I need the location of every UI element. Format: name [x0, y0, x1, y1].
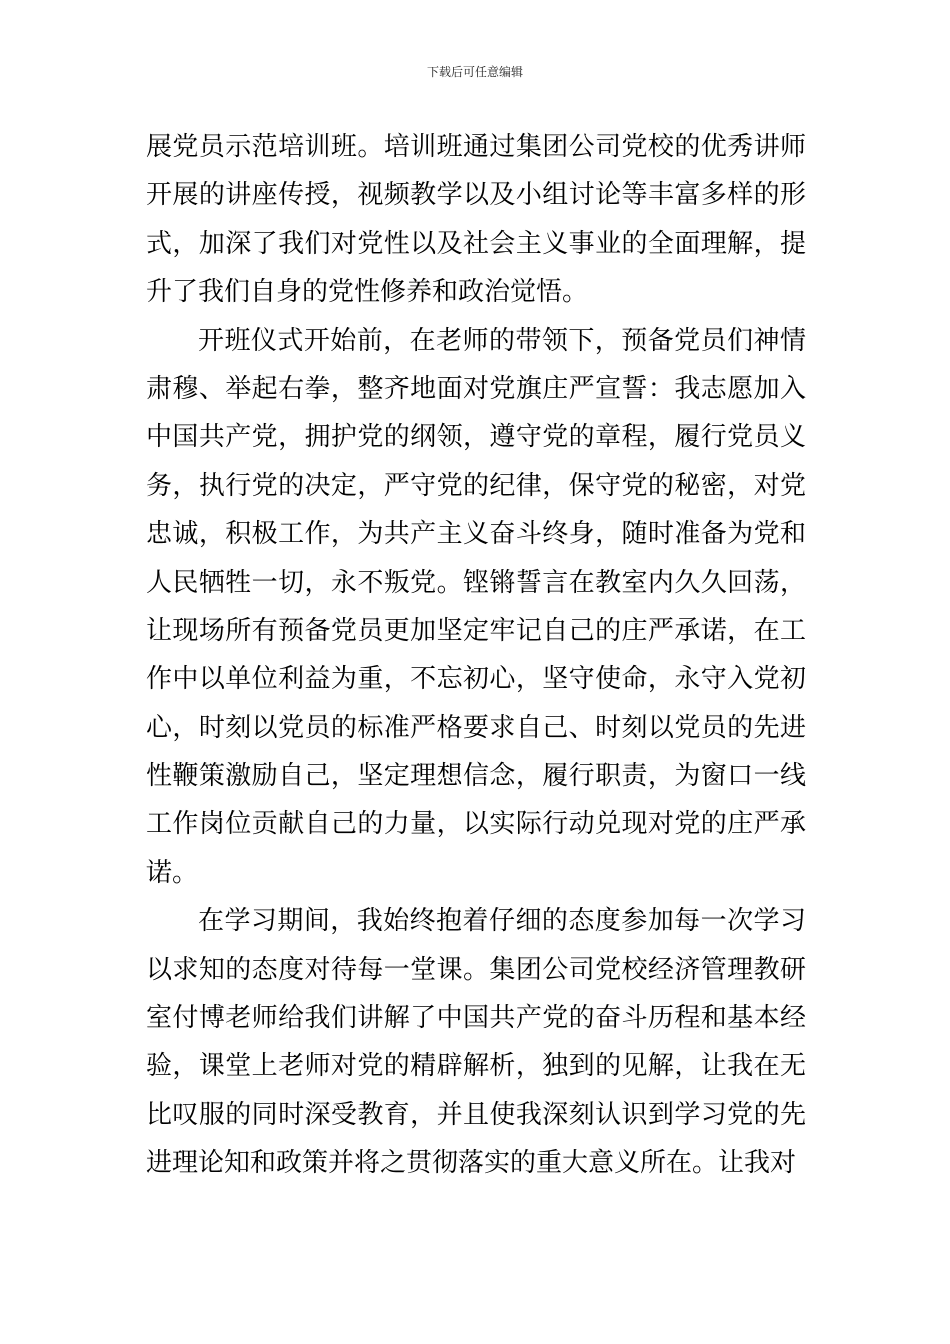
text-line: 升了我们自身的党性修养和政治觉悟。	[146, 277, 589, 308]
text-line: 诺。	[146, 857, 199, 888]
text-line: 心，时刻以党员的标准严格要求自己、时刻以党员的先进	[146, 712, 806, 743]
paragraph	[146, 897, 806, 1187]
text-line: 在学习期间，我始终抱着仔细的态度参加每一次学习	[198, 906, 806, 937]
page-header: 下载后可任意编辑	[426, 65, 523, 79]
text-line: 开展的讲座传授，视频教学以及小组讨论等丰富多样的形	[146, 180, 806, 211]
text-line: 忠诚，积极工作，为共产主义奋斗终身，随时准备为党和	[146, 519, 806, 550]
text-line: 比叹服的同时深受教育，并且使我深刻认识到学习党的先	[146, 1099, 806, 1130]
document-body	[146, 123, 806, 1188]
text-line: 进理论知和政策并将之贯彻落实的重大意义所在。让我对	[146, 1148, 797, 1179]
text-line: 以求知的态度对待每一堂课。集团公司党校经济管理教研	[146, 954, 806, 985]
text-line: 开班仪式开始前，在老师的带领下，预备党员们神情	[198, 325, 806, 356]
text-line: 验，课堂上老师对党的精辟解析，独到的见解，让我在无	[146, 1051, 806, 1082]
text-line: 肃穆、举起右拳，整齐地面对党旗庄严宣誓：我志愿加入	[146, 373, 806, 404]
text-line: 室付博老师给我们讲解了中国共产党的奋斗历程和基本经	[146, 1003, 806, 1034]
text-line: 作中以单位利益为重，不忘初心，坚守使命，永守入党初	[146, 664, 806, 695]
paragraph	[146, 317, 806, 898]
text-line: 人民牺牲一切，永不叛党。铿锵誓言在教室内久久回荡，	[146, 567, 806, 598]
text-line: 让现场所有预备党员更加坚定牢记自己的庄严承诺，在工	[146, 615, 806, 646]
text-line: 中国共产党，拥护党的纲领，遵守党的章程，履行党员义	[146, 422, 806, 453]
paragraph	[146, 123, 806, 317]
text-line: 展党员示范培训班。培训班通过集团公司党校的优秀讲师	[146, 132, 806, 162]
text-line: 务，执行党的决定，严守党的纪律，保守党的秘密，对党	[146, 470, 806, 501]
text-line: 性鞭策激励自己，坚定理想信念，履行职责，为窗口一线	[146, 761, 806, 792]
text-line: 工作岗位贡献自己的力量，以实际行动兑现对党的庄严承	[146, 809, 806, 840]
text-line: 式，加深了我们对党性以及社会主义事业的全面理解，提	[146, 228, 806, 259]
